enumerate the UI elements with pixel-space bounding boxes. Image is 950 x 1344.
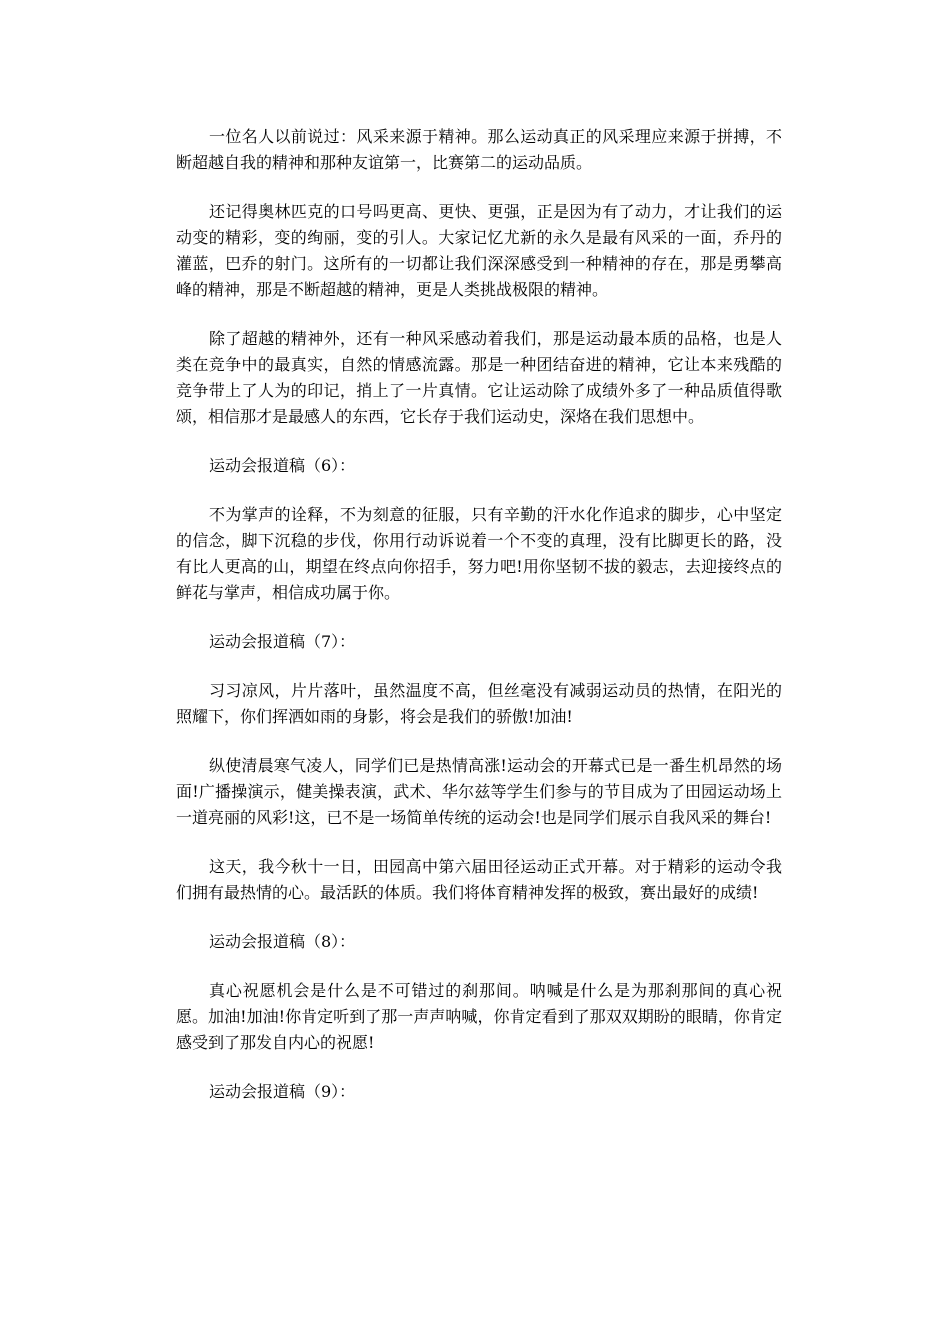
paragraph: 除了超越的精神外，还有一种风采感动着我们，那是运动最本质的品格，也是人类在竞争中的最真实，自然的情感流露。那是一种团结奋进的精神，它让本来残酷的竞争带上了人为的印记，捎上了一片真情。它让运动除了成绩外多了一种品质值得歌颂，相信那才是最感人的东西，它长存于我们运动史，深烙在我们思想中。: [176, 329, 782, 426]
paragraph: 这天，我今秋十一日，田园高中第六届田径运动正式开幕。对于精彩的运动令我们拥有最热情的心。最活跃的体质。我们将体育精神发挥的极致，赛出最好的成绩!: [176, 857, 782, 902]
paragraph: 一位名人以前说过：风采来源于精神。那么运动真正的风采理应来源于拼搏，不断超越自我的精神和那种友谊第一，比赛第二的运动品质。: [176, 127, 782, 172]
section-heading: 运动会报道稿（7）：: [209, 632, 356, 651]
section-heading: 运动会报道稿（9）：: [209, 1082, 356, 1101]
paragraph: 真心祝愿机会是什么是不可错过的刹那间。呐喊是什么是为那刹那间的真心祝愿。加油!加油!你肯定听到了那一声声呐喊，你肯定看到了那双双期盼的眼睛，你肯定感受到了那发自内心的祝愿!: [176, 981, 782, 1052]
paragraph: 习习凉风，片片落叶，虽然温度不高，但丝毫没有减弱运动员的热情，在阳光的照耀下，你们挥洒如雨的身影，将会是我们的骄傲!加油!: [176, 681, 782, 726]
paragraph: 不为掌声的诠释，不为刻意的征服，只有辛勤的汗水化作追求的脚步，心中坚定的信念，脚下沉稳的步伐，你用行动诉说着一个不变的真理，没有比脚更长的路，没有比人更高的山，期望在终点向你招手，努力吧!用你坚韧不拔的毅志，去迎接终点的鲜花与掌声，相信成功属于你。: [176, 505, 782, 602]
section-heading: 运动会报道稿（6）：: [209, 456, 356, 475]
paragraph: 纵使清晨寒气凌人，同学们已是热情高涨!运动会的开幕式已是一番生机昂然的场面!广播操演示，健美操表演，武术、华尔兹等学生们参与的节目成为了田园运动场上一道亮丽的风彩!这，已不是一场简单传统的运动会!也是同学们展示自我风采的舞台!: [176, 756, 782, 827]
paragraph: 还记得奥林匹克的口号吗更高、更快、更强，正是因为有了动力，才让我们的运动变的精彩，变的绚丽，变的引人。大家记忆尤新的永久是最有风采的一面，乔丹的灌蓝，巴乔的射门。这所有的一切都让我们深深感受到一种精神的存在，那是勇攀高峰的精神，那是不断超越的精神，更是人类挑战极限的精神。: [176, 202, 782, 299]
section-heading: 运动会报道稿（8）：: [209, 932, 356, 951]
document-body: [176, 124, 782, 1128]
